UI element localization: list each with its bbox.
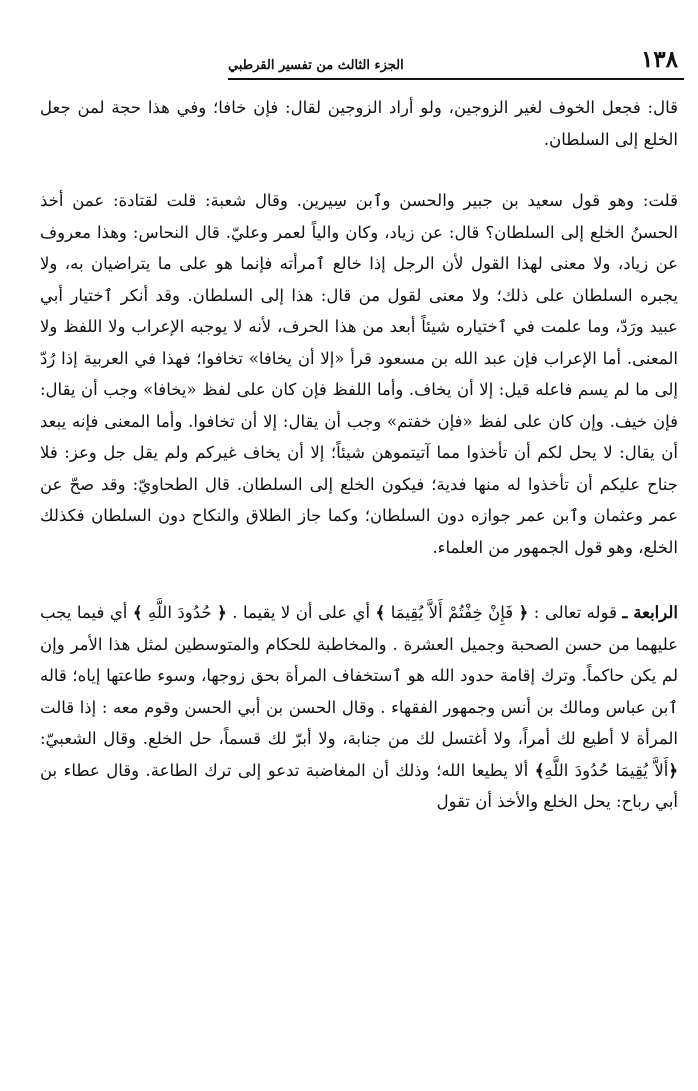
paragraph-1: قال: فجعل الخوف لغير الزوجين، ولو أراد الزوجين لقال: فإن خافا؛ وفي هذا حجة لمن جعل الخلع إلى السلطان. xyxy=(40,98,678,149)
fourth-text-2: ألا يطيعا الله؛ وذلك أن المغاضبة تدعو إلى ترك الطاعة. وقال عطاء بن أبي رباح: يحل الخلع والأخذ أن تقول xyxy=(40,760,678,811)
quran-verse: حُدُودَ اللَّهِ xyxy=(147,603,212,622)
quran-verse: فَإِنْ خِفْتُمْ أَلاَّ يُقِيمَا xyxy=(390,603,514,622)
page-header xyxy=(228,40,684,80)
after-verse: أي على أن لا يقيما . xyxy=(232,603,371,622)
running-title: الجزء الثالث من تفسير القرطبي xyxy=(228,58,404,73)
paragraph-fourth xyxy=(40,597,678,818)
quran-bracket-open: ﴿ xyxy=(217,603,227,622)
quran-bracket-close: ﴾ xyxy=(534,760,545,780)
fourth-text-1: أي فيما يجب عليهما من حسن الصحبة وجميل العشرة . والمخاطبة للحكام والمتوسطين لمثل هذا الأمر وإن لم يكن حاكماً. وترك إقامة حدود الله هو ٱستخفاف المرأة بحق زوجها، وسوء طاعتها إياه؛ قاله ٱبن عباس ومالك بن أنس وجمهور الفقهاء . وقال الحسن بن أبي الحسن وقوم معه : إذا قالت المرأة لا أطيع لك أمراً، ولا أغتسل لك من جنابة، ولا أبرّ لك قسماً، حل الخلع. وقال الشعبيّ: xyxy=(40,603,678,748)
body-text xyxy=(40,92,678,1082)
header-rule xyxy=(228,78,684,80)
section-lead: الرابعة ـ xyxy=(622,603,678,622)
quran-bracket-close: ﴾ xyxy=(375,603,386,622)
quran-verse: أَلاَّ يُقِيمَا حُدُودَ اللَّهِ xyxy=(544,760,669,780)
page-number: ١٣٨ xyxy=(640,46,678,73)
quran-bracket-open: ﴿ xyxy=(668,760,678,780)
fourth-intro: قوله تعالى : xyxy=(533,603,617,622)
quran-bracket-open: ﴿ xyxy=(518,603,529,622)
quran-bracket-close: ﴾ xyxy=(132,603,143,622)
paragraph-2: قلت: وهو قول سعيد بن جبير والحسن وٱبن سِيرين. وقال شعبة: قلت لقتادة: عمن أخذ الحسنُ الخلع إلى السلطان؟ قال: عن زياد، وكان والياً لعمر وعليّ. قال النحاس: وهذا معروف عن زياد، ولا معنى لهذا القول لأن الرجل إذا خالع ٱمرأته فإنما هو على ما يتراضيان به، ولا يجبره السلطان على ذلك؛ ولا معنى لقول من قال: هذا إلى السلطان. وقد أنكر ٱختيار أبي عبيد ورَدّ، وما علمت في ٱختياره شيئاً أبعد من هذا الحرف، لأنه لا يوجبه الإعراب ولا اللفظ ولا المعنى. أما الإعراب فإن عبد الله بن مسعود قرأ «إلا أن يخافا» تخافوا؛ فهذا في العربية إذا رُدّ إلى ما لم يسم فاعله قيل: إلا أن يخاف. وأما اللفظ فإن كان على لفظ «يخافا» وجب أن يقال: فإن خيف. وإن كان على لفظ «فإن خفتم» وجب أن يقال: إلا أن تخافوا. وأما المعنى فإنه يبعد أن يقال: لا يحل لكم أن تأخذوا مما آتيتموهن شيئاً؛ إلا أن يخاف غيركم ولم يقل جل وعز: فلا جناح عليكم أن تأخذوا له منها فدية؛ فيكون الخلع إلى السلطان. قال الطحاويّ: وقد صحّ عن عمر وعثمان وٱبن عمر جوازه دون السلطان؛ وكما جاز الطلاق والنكاح دون السلطان فكذلك الخلع، وهو قول الجمهور من العلماء. xyxy=(40,191,678,557)
